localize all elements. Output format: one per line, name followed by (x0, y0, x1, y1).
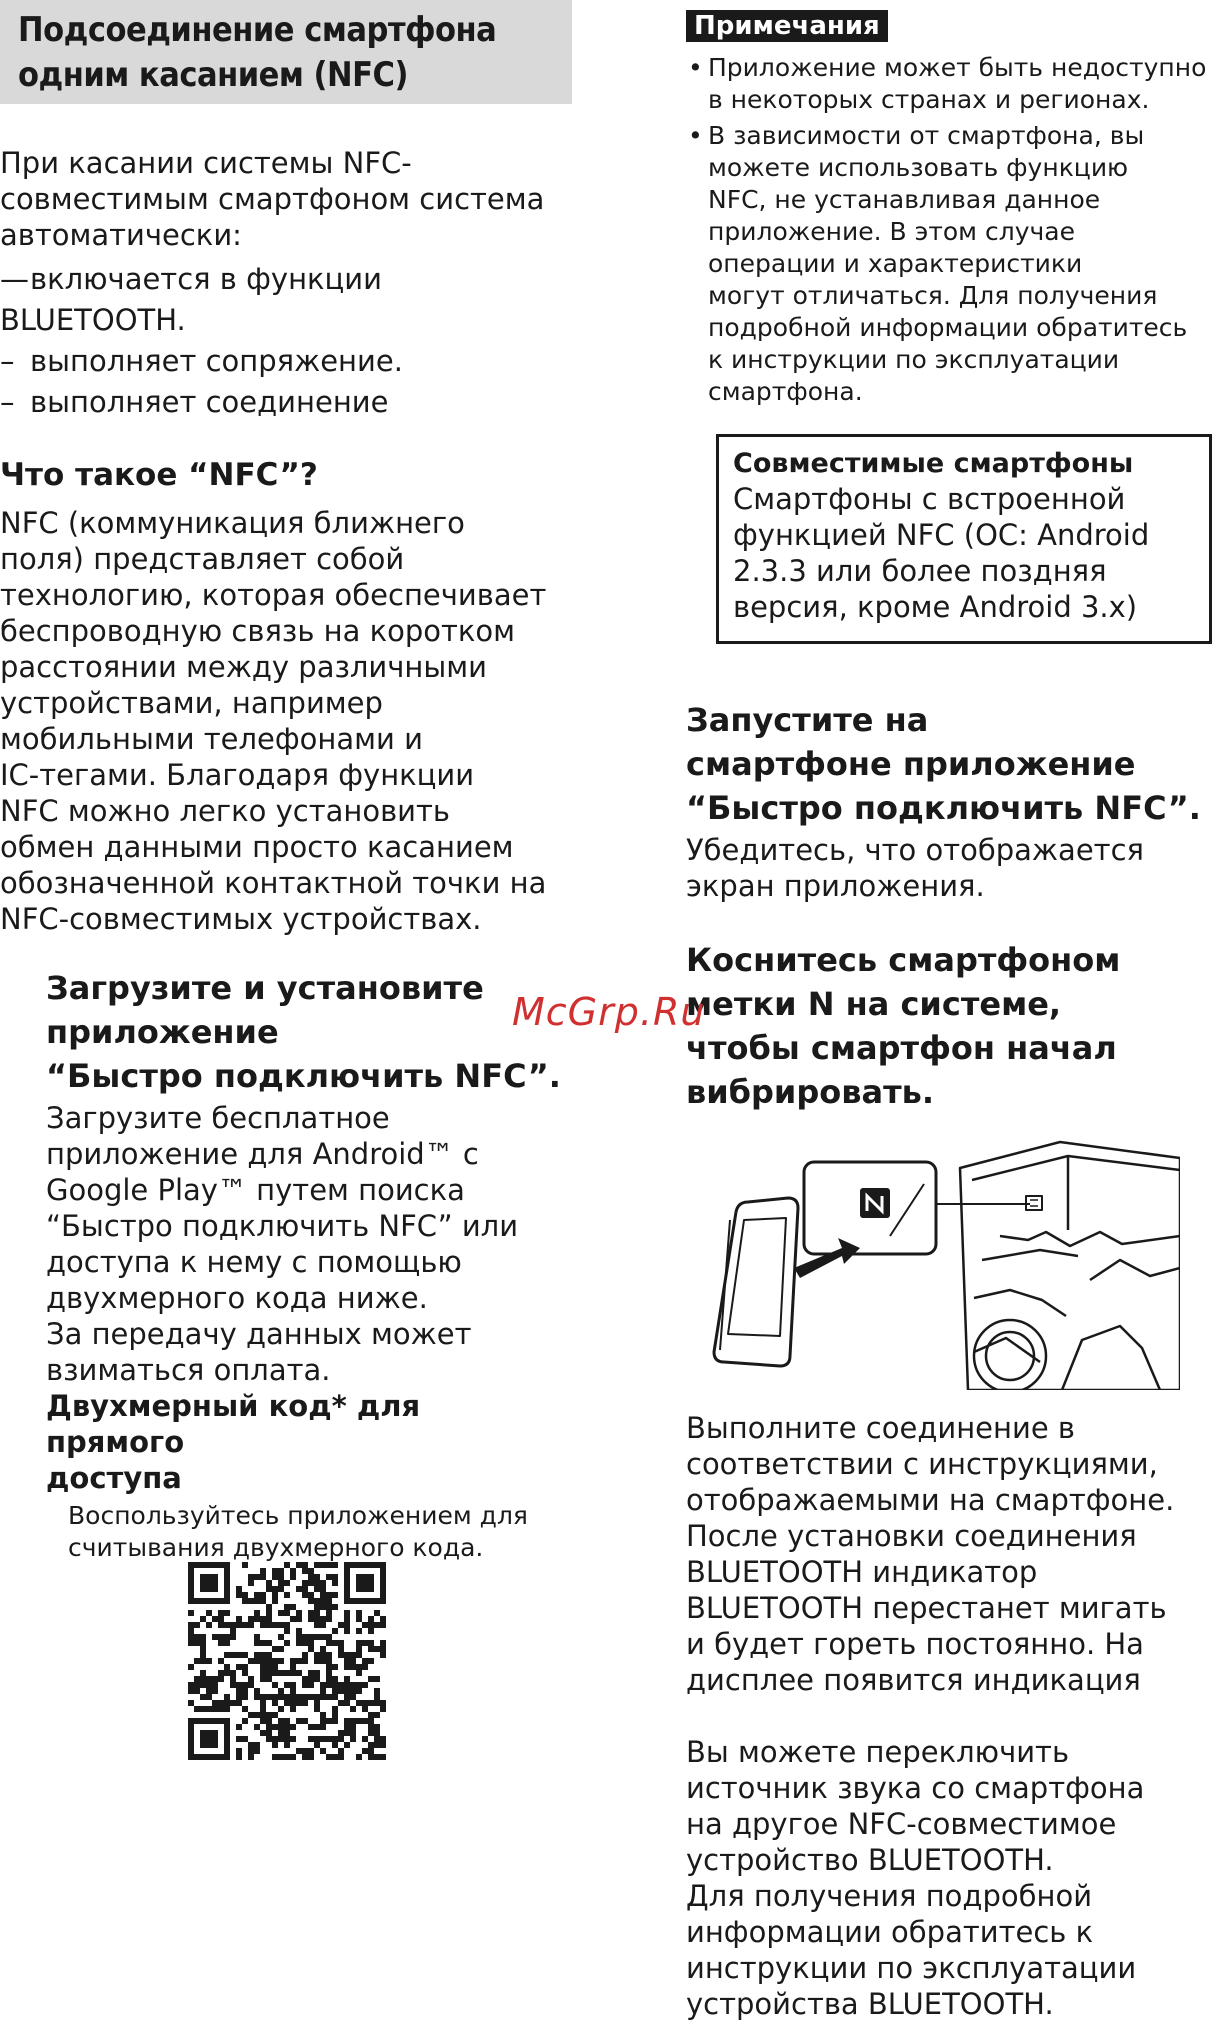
section-header (0, 0, 572, 104)
result-paragraph-2: Вы можете переключить источник звука со смартфона на другое NFC-совместимое устройство BLUETOOTH. Для получения подробной информации обратитесь к инструкции по эксплуатации устройства BLUETOOTH. (686, 1735, 1145, 2021)
compatible-phones-box (716, 434, 1212, 644)
nfc-callout (804, 1162, 1030, 1254)
section-title-line1: Подсоединение смартфона (18, 10, 497, 50)
note-item: • Приложение может быть недоступно в некоторых странах и регионах. (688, 53, 1207, 114)
step-download-app (46, 966, 566, 1564)
intro-line: автоматически: (0, 218, 242, 252)
audio-system-icon (960, 1142, 1180, 1390)
intro-line: совместимым смартфоном система (0, 182, 545, 216)
section-title-line2: одним касанием (NFC) (18, 55, 408, 95)
step-touch-heading: Коснитесь смартфоном метки N на системе, чтобы смартфон начал вибрировать. (686, 941, 1121, 1111)
connection-result-text (686, 1410, 1212, 2022)
step-download-body: Загрузите бесплатное приложение для Android™ с Google Play™ путем поиска “Быстро подключить NFC” или доступа к нему с помощью двухмерного кода ниже. За передачу данных может взиматься оплата. (46, 1101, 519, 1387)
notes-label: Примечания (686, 10, 888, 42)
intro-line: При касании системы NFC- (0, 146, 412, 180)
intro-block (0, 145, 575, 423)
what-is-nfc-heading: Что такое “NFC”? (0, 457, 318, 493)
list-item: – выполняет соединение (0, 385, 389, 419)
note-item: • В зависимости от смартфона, вы можете использовать функцию NFC, не устанавливая данное приложение. В этом случае операции и характеристики могут отличаться. Для получения подробной информации обратитесь к инструкции по эксплуатации смартфона. (688, 121, 1188, 406)
qr-code-subheading: Двухмерный код* для прямого доступа (46, 1389, 421, 1495)
qr-code-image (188, 1562, 386, 1760)
step-touch-n-mark (686, 938, 1212, 1114)
list-item: —включается в функции BLUETOOTH. (0, 262, 382, 337)
n-mark-icon (860, 1188, 890, 1218)
nfc-touch-illustration (710, 1140, 1180, 1390)
step-launch-body: Убедитесь, что отображается экран приложения. (686, 833, 1144, 903)
qr-code-hint: Воспользуйтесь приложением для считывания двухмерного кода. (68, 1501, 528, 1562)
list-item: – выполняет сопряжение. (0, 344, 403, 378)
compatible-phones-body: Смартфоны с встроенной функцией NFC (ОС: Android 2.3.3 или более поздняя версия, кроме Android 3.x) (733, 482, 1150, 624)
step-download-heading: Загрузите и установите приложение “Быстро подключить NFC”. (46, 969, 561, 1095)
what-is-nfc-body: NFC (коммуникация ближнего поля) представляет собой технологию, которая обеспечивает беспроводную связь на коротком расстоянии между различными устройствами, например мобильными телефонами и IC-тегами. Благодаря функции NFC можно легко установить обмен данными просто касанием обозначенной контактной точки на NFC-совместимых устройствах. (0, 506, 547, 936)
result-paragraph-1: Выполните соединение в соответствии с инструкциями, отображаемыми на смартфоне. После установки соединения BLUETOOTH индикатор BLUETOOTH перестанет мигать и будет гореть постоянно. На дисплее появится индикация (686, 1411, 1175, 1697)
what-is-nfc-section (0, 455, 575, 937)
smartphone-icon (714, 1198, 798, 1366)
step-launch-heading: Запустите на смартфоне приложение “Быстро подключить NFC”. (686, 701, 1201, 827)
compatible-phones-title: Совместимые смартфоны (733, 448, 1134, 479)
notes-list (686, 52, 1212, 412)
step-launch-app (686, 698, 1212, 904)
auto-actions-list (0, 259, 575, 423)
watermark: McGrp.Ru (512, 990, 706, 1034)
